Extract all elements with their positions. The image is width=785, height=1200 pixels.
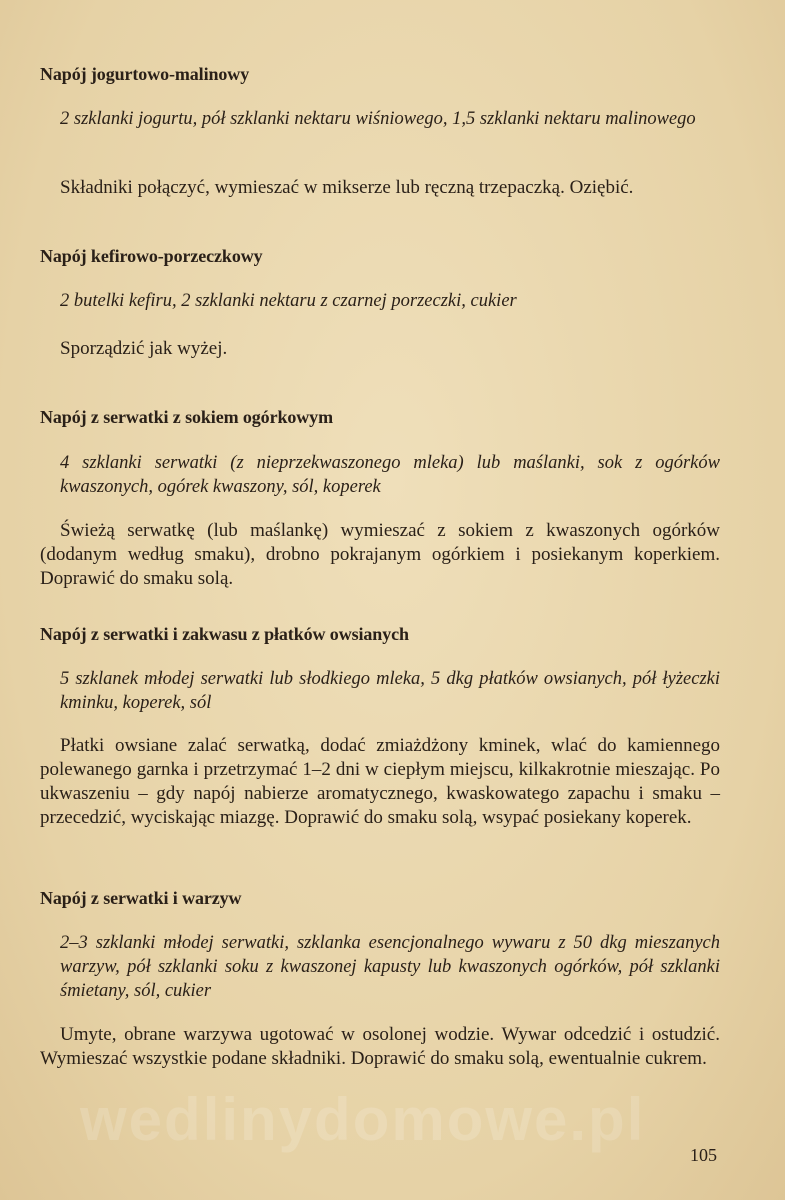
page-number: 105 <box>690 1145 717 1165</box>
recipe-instructions <box>40 1023 720 1071</box>
recipe-ingredients: 2–3 szklanki młodej serwatki, szklanka esencjonalnego wywaru z 50 dkg mieszanych warzyw, pół szklanki soku z kwaszonej kapusty lub kwaszonych ogórków, pół szklanki śmietany, sól, cukier <box>60 933 720 1001</box>
recipe-instructions-text: Umyte, obrane warzywa ugotować w osolonej wodzie. Wywar odcedzić i ostudzić. Wymieszać wszystkie podane składniki. Doprawić do smaku solą, ewentualnie cukrem. <box>40 1024 720 1069</box>
recipe-title: Napój kefirowo-porzeczkowy <box>40 246 263 266</box>
watermark: wedlinydomowe.pl <box>80 1086 646 1153</box>
recipe-instructions-text: Składniki połączyć, wymieszać w mikserze lub ręczną trzepaczką. Oziębić. <box>60 177 634 198</box>
recipe-instructions-text: Świeżą serwatkę (lub maślankę) wymieszać z sokiem z kwaszonych ogórków (dodanym według smaku), drobno pokrajanym ogórkiem i posiekanym koperkiem. Doprawić do smaku solą. <box>40 520 720 589</box>
recipe-instructions-text: Sporządzić jak wyżej. <box>60 338 228 359</box>
recipe-ingredients: 2 butelki kefiru, 2 szklanki nektaru z czarnej porzeczki, cukier <box>60 291 517 311</box>
recipe-title: Napój jogurtowo-malinowy <box>40 64 250 84</box>
recipe-title: Napój z serwatki i warzyw <box>40 888 242 908</box>
recipe-ingredients: 4 szklanki serwatki (z nieprzekwaszonego mleka) lub maślanki, sok z ogórków kwaszonych, ogórek kwaszony, sól, koperek <box>60 453 720 497</box>
recipe-instructions <box>40 176 720 200</box>
recipe-ingredients: 5 szklanek młodej serwatki lub słodkiego mleka, 5 dkg płatków owsianych, pół łyżeczki kminku, koperek, sól <box>60 669 720 713</box>
recipe-instructions <box>40 519 720 591</box>
recipe-instructions <box>40 734 720 830</box>
recipe-title: Napój z serwatki i zakwasu z płatków owsianych <box>40 624 409 644</box>
recipe-ingredients: 2 szklanki jogurtu, pół szklanki nektaru wiśniowego, 1,5 szklanki nektaru malinowego <box>60 109 696 129</box>
recipe-instructions-text: Płatki owsiane zalać serwatką, dodać zmiażdżony kminek, wlać do kamiennego polewanego garnka i przetrzymać 1–2 dni w ciepłym miejscu, kilkakrotnie mieszając. Po ukwaszeniu – gdy napój nabierze aromatycznego, kwaskowatego zapachu i smaku – przecedzić, wyciskając miazgę. Doprawić do smaku solą, wsypać posiekany koperek. <box>40 735 720 828</box>
recipe-title: Napój z serwatki z sokiem ogórkowym <box>40 407 333 427</box>
recipe-instructions <box>40 337 720 361</box>
